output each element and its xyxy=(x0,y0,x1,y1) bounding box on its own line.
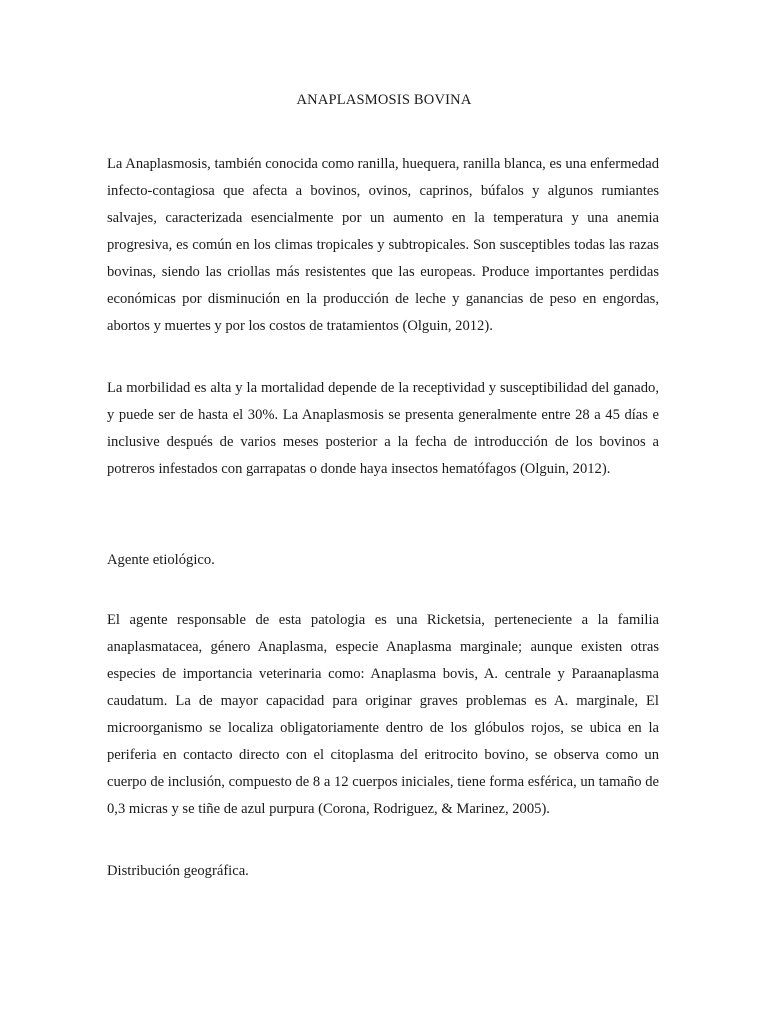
paragraph-introduction: La Anaplasmosis, también conocida como ranilla, huequera, ranilla blanca, es una enfermedad infecto-contagiosa que afecta a bovinos, ovinos, caprinos, búfalos y algunos rumiantes salvajes, caracterizada esencialmente por un aumento en la temperatura y una anemia progresiva, es común en los climas tropicales y subtropicales. Son susceptibles todas las razas bovinas, siendo las criollas más resistentes que las europeas. Produce importantes perdidas económicas por disminución en la producción de leche y ganancias de peso en engordas, abortos y muertes y por los costos de tratamientos (Olguin, 2012). xyxy=(107,156,659,334)
section-heading-geographic-distribution: Distribución geográfica. xyxy=(107,863,249,879)
paragraph-etiologic-agent: El agente responsable de esta patologia es una Ricketsia, perteneciente a la familia anaplasmatacea, género Anaplasma, especie Anaplasma marginale; aunque existen otras especies de importancia veterinaria como: Anaplasma bovis, A. centrale y Paraanaplasma caudatum. La de mayor capacidad para originar graves problemas es A. marginale, El microorganismo se localiza obligatoriamente dentro de los glóbulos rojos, se ubica en la periferia en contacto directo con el citoplasma del eritrocito bovino, se observa como un cuerpo de inclusión, compuesto de 8 a 12 cuerpos iniciales, tiene forma esférica, un tamaño de 0,3 micras y se tiñe de azul purpura (Corona, Rodriguez, & Marinez, 2005). xyxy=(107,612,659,817)
paragraph-morbidity: La morbilidad es alta y la mortalidad depende de la receptividad y susceptibilidad del ganado, y puede ser de hasta el 30%. La Anaplasmosis se presenta generalmente entre 28 a 45 días e inclusive después de varios meses posterior a la fecha de introducción de los bovinos a potreros infestados con garrapatas o donde haya insectos hematófagos (Olguin, 2012). xyxy=(107,380,659,477)
document-title: ANAPLASMOSIS BOVINA xyxy=(296,92,472,108)
section-heading-etiologic-agent: Agente etiológico. xyxy=(107,552,215,568)
